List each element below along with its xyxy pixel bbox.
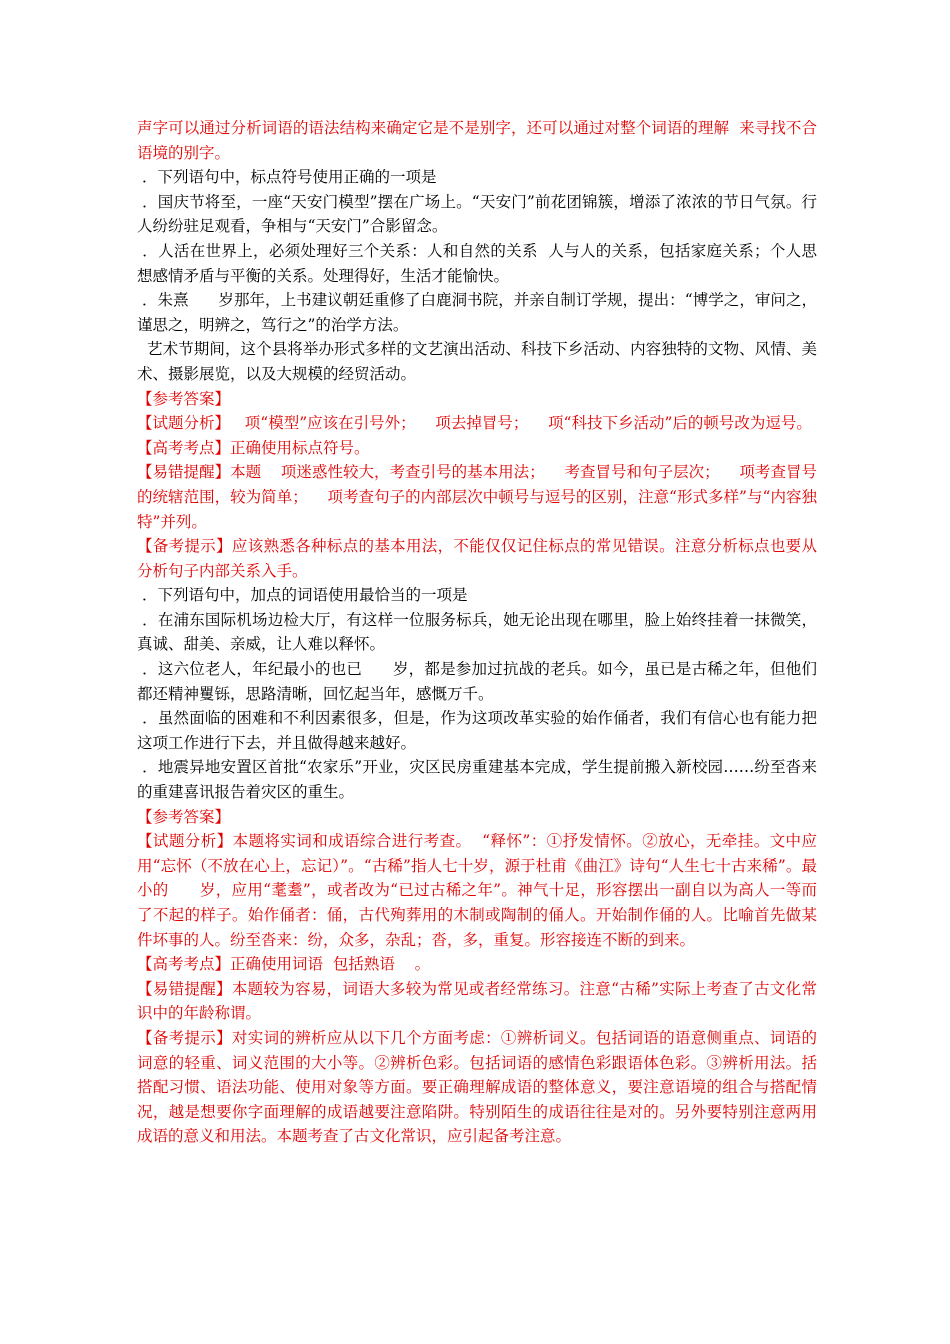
intro-note: 声字可以通过分析词语的语法结构来确定它是不是别字，还可以通过对整个词语的理解 来寻找不合语境的别字。 <box>137 119 817 162</box>
question-2-option-a: ．在浦东国际机场边检大厅，有这样一位服务标兵，她无论出现在哪里，脸上始终挂着一抹微笑，真诚、甜美、亲威，让人难以释怀。 <box>137 610 817 654</box>
exam-point-1: 【高考考点】正确使用标点符号。 <box>137 438 370 457</box>
question-1-stem: ．下列语句中，标点符号使用正确的一项是 <box>137 168 437 187</box>
question-2-option-c: ．虽然面临的困难和不利因素很多，但是，作为这项改革实验的始作俑者，我们有信心也有能力把这项工作进行下去，并且做得越来越好。 <box>137 709 817 752</box>
analysis-2: 【试题分析】本题将实词和成语综合进行考查。 “释怀”：①抒发情怀。②放心，无牵挂。文中应用“忘怀（不放在心上，忘记）”。“古稀”指人七十岁，源于杜甫《曲江》诗句“人生七十古来稀”。最小的 岁，应用“耄耋”，或者改为“已过古稀之年”。神气十足，形容摆出一副自以为高人一等而了不起的样子。始作俑者：俑，古代殉葬用的木制或陶制的俑人。开始制作俑的人。比喻首先做某件坏事的人。纷至沓来：纷，众多，杂乱；沓，多，重复。形容接连不断的到来。 <box>137 832 817 949</box>
prep-tip-1: 【备考提示】应该熟悉各种标点的基本用法，不能仅仅记住标点的常见错误。注意分析标点也要从分析句子内部关系入手。 <box>137 537 817 580</box>
answer-heading-2: 【参考答案】 <box>137 807 231 826</box>
question-1-option-b: ．人活在世界上，必须处理好三个关系：人和自然的关系 人与人的关系，包括家庭关系；个人思想感情矛盾与平衡的关系。处理得好，生活才能愉快。 <box>137 241 817 285</box>
question-1-option-d: 艺术节期间，这个县将举办形式多样的文艺演出活动、科技下乡活动、内容独特的文物、风情、美术、摄影展览，以及大规模的经贸活动。 <box>137 340 817 383</box>
error-reminder-1: 【易错提醒】本题 项迷惑性较大，考查引号的基本用法； 考查冒号和句子层次； 项考查冒号的统辖范围，较为简单； 项考查句子的内部层次中顿号与逗号的区别，注意“形式多样”与“内容独特”并列。 <box>137 463 817 531</box>
question-1-option-c: ．朱熹 岁那年，上书建议朝廷重修了白鹿洞书院，并亲自制订学规，提出：“博学之，审问之，谨思之，明辨之，笃行之”的治学方法。 <box>137 291 817 334</box>
question-2-stem: ．下列语句中，加点的词语使用最恰当的一项是 <box>137 586 468 605</box>
exam-point-2: 【高考考点】正确使用词语 包括熟语 。 <box>137 955 431 974</box>
question-1-option-a: ．国庆节将至，一座“天安门模型”摆在广场上。“天安门”前花团锦簇，增添了浓浓的节日气氛。行人纷纷驻足观看，争相与“天安门”合影留念。 <box>137 192 817 236</box>
document-page <box>137 116 817 1149</box>
question-2-option-d: ．地震异地安置区首批“农家乐”开业，灾区民房重建基本完成，学生提前搬入新校园……纷至沓来的重建喜讯报告着灾区的重生。 <box>137 758 817 802</box>
error-reminder-2: 【易错提醒】本题较为容易，词语大多较为常见或者经常练习。注意“古稀”实际上考查了古文化常识中的年龄称谓。 <box>137 979 817 1023</box>
question-2-option-b: ．这六位老人，年纪最小的也已 岁，都是参加过抗战的老兵。如今，虽已是古稀之年，但他们都还精神矍铄，思路清晰，回忆起当年，感慨万千。 <box>137 660 817 703</box>
answer-heading-1: 【参考答案】 <box>137 389 231 408</box>
prep-tip-2: 【备考提示】对实词的辨析应从以下几个方面考虑：①辨析词义。包括词语的语意侧重点、词语的词意的轻重、词义范围的大小等。②辨析色彩。包括词语的感情色彩跟语体色彩。③辨析用法。括搭配习惯、语法功能、使用对象等方面。要正确理解成语的整体意义，要注意语境的组合与搭配情况，越是想要你字面理解的成语越要注意陷阱。特别陌生的成语往往是对的。另外要特别注意两用成语的意义和用法。本题考查了古文化常识，应引起备考注意。 <box>137 1028 817 1146</box>
analysis-1: 【试题分析】 项“模型”应该在引号外； 项去掉冒号； 项“科技下乡活动”后的顿号改为逗号。 <box>137 414 812 433</box>
